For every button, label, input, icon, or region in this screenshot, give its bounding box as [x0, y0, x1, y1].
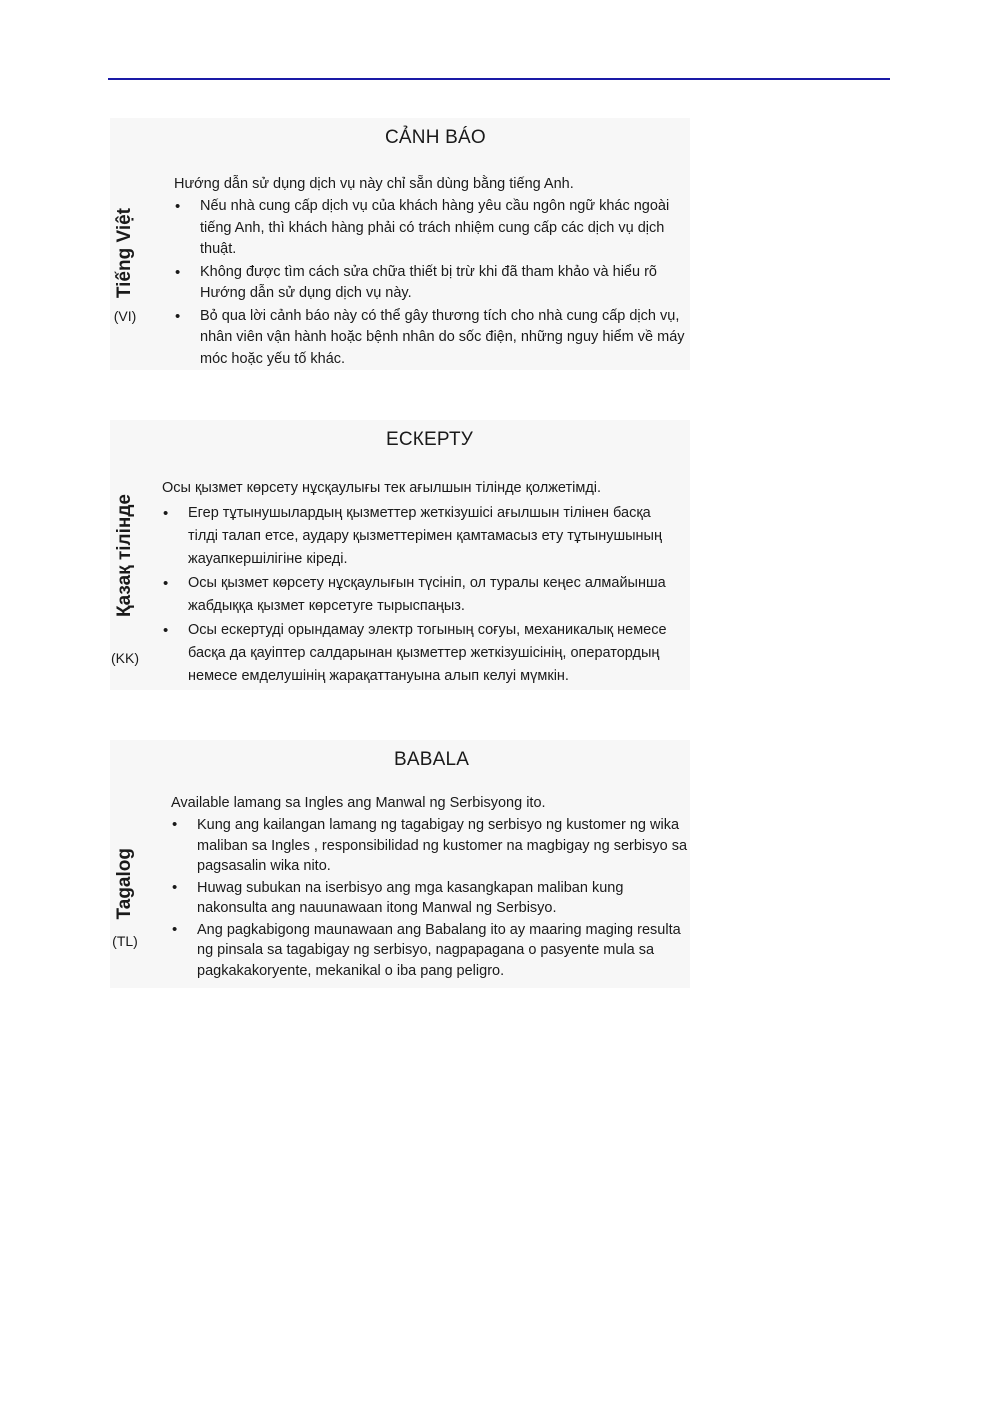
warning-bullet: • Ang pagkabigong maunawaan ang Babalang ito ay maaring maging resulta ng pinsala sa tagabigay ng serbisyo, nagpapagana o pasyente mula sa pagkakakoryente, mekanikal o iba pang peligro.: [171, 920, 693, 982]
language-code: (KK): [111, 650, 139, 666]
warning-intro: Available lamang sa Ingles ang Manwal ng Serbisyong ito.: [171, 795, 546, 811]
warning-bullet-list: [162, 501, 688, 688]
warning-section-tl: [110, 740, 690, 988]
language-code: (TL): [112, 933, 138, 949]
warning-heading: BABALA: [394, 749, 470, 770]
warning-bullet: • Kung ang kailangan lamang ng tagabigay ng serbisyo ng kustomer ng wika maliban sa Ingles , responsibilidad ng kustomer na magbigay ng serbisyo sa pagsasalin wika nito.: [171, 815, 693, 877]
language-name: Tagalog: [114, 848, 135, 920]
warning-intro: Осы қызмет көрсету нұсқаулығы тек ағылшын тілінде қолжетімді.: [162, 480, 602, 496]
warning-bullet: • Huwag subukan na iserbisyo ang mga kasangkapan maliban kung nakonsulta ang nauunawaan itong Manwal ng Serbisyo.: [171, 878, 693, 919]
header-rule: [108, 78, 890, 80]
warning-bullet-list: [171, 814, 693, 981]
language-label-group: [110, 420, 150, 690]
warning-heading: ЕСКЕРТУ: [386, 429, 474, 450]
language-code: (VI): [113, 308, 137, 324]
language-name: Tiếng Việt: [114, 208, 135, 299]
warning-section-kk: [110, 420, 690, 690]
warning-bullet: • Егер тұтынушылардың қызметтер жеткізушісі ағылшын тілінен басқа тілді талап етсе, аудару қызметтерімен қамтамасыз ету тұтынушының жауапкершілігіне кіреді.: [162, 502, 688, 571]
warning-bullet-list: [174, 195, 694, 370]
warning-bullet: • Bỏ qua lời cảnh báo này có thể gây thương tích cho nhà cung cấp dịch vụ, nhân viên vận hành hoặc bệnh nhân do sốc điện, những nguy hiểm về máy móc hoặc yếu tố khác.: [174, 306, 694, 371]
warning-bullet: • Nếu nhà cung cấp dịch vụ của khách hàng yêu cầu ngôn ngữ khác ngoài tiếng Anh, thì khách hàng phải có trách nhiệm cung cấp các dịch vụ dịch thuật.: [174, 196, 694, 261]
warning-bullet: • Осы ескертуді орындамау электр тогының соғуы, механикалық немесе басқа да қауіптер салдарынан қызметтер жеткізушісінің, оператордың немесе емделушінің жарақаттануына алып келуі мүмкін.: [162, 619, 688, 688]
warning-heading: CẢNH BÁO: [385, 127, 486, 148]
language-label-group: [110, 740, 150, 988]
warning-section-vi: [110, 118, 690, 370]
warning-intro: Hướng dẫn sử dụng dịch vụ này chỉ sẵn dùng bằng tiếng Anh.: [174, 176, 574, 192]
language-name: Қазақ тілінде: [114, 494, 135, 617]
language-label-group: [110, 118, 150, 370]
warning-bullet: • Осы қызмет көрсету нұсқаулығын түсініп, ол туралы кеңес алмайынша жабдыққа қызмет көрсетуге тырыспаңыз.: [162, 572, 688, 618]
warning-bullet: • Không được tìm cách sửa chữa thiết bị trừ khi đã tham khảo và hiểu rõ Hướng dẫn sử dụng dịch vụ này.: [174, 262, 694, 305]
